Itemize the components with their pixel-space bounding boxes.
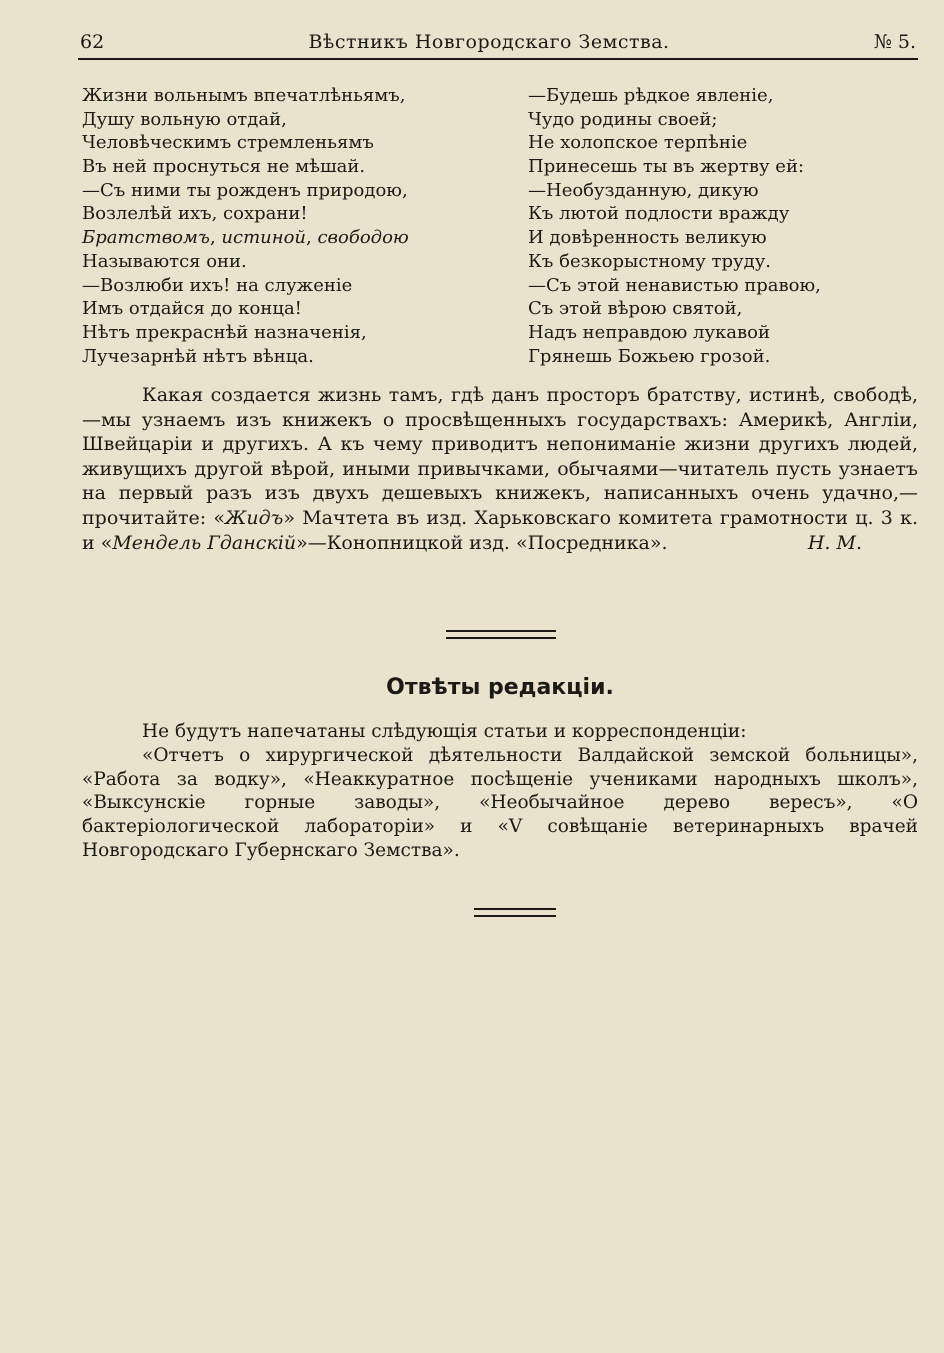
poem-right-column — [528, 84, 821, 368]
poem-line: Лучезарнѣй нѣтъ вѣнца. — [82, 345, 314, 367]
prose-text: Какая создается жизнь тамъ, гдѣ данъ просторъ братству, истинѣ, свободѣ,—мы узнаемъ изъ книжекъ о просвѣщенныхъ государствахъ: Америкѣ, Англіи, Швейцаріи и другихъ. А къ чему приводитъ непониманіе жизни другихъ людей, живущихъ другой вѣрой, иными привычками, обычаями—читатель пусть узнаетъ на первый разъ изъ двухъ дешевыхъ книжекъ, написанныхъ очень удачно,—прочитайте: « — [82, 384, 918, 529]
poem-line: Надъ неправдою лукавой — [528, 321, 771, 343]
poem-line: —Необузданную, дикую — [528, 179, 759, 201]
poem-left-column — [82, 84, 409, 368]
page-number: 62 — [80, 31, 105, 53]
answers-intro: Не будутъ напечатаны слѣдующія статьи и корреспонденціи: — [142, 721, 747, 742]
separator: , — [209, 227, 222, 249]
poem-line: Нѣтъ прекраснѣй назначенія, — [82, 321, 367, 343]
poem-line: Жизни вольнымъ впечатлѣньямъ, — [82, 85, 406, 106]
poem-line: Не холопское терпѣніе — [528, 132, 748, 154]
answers-body: «Отчетъ о хирургической дѣятельности Валдайской земской больницы», «Работа за водку», «Неаккуратное посѣщеніе учениками народныхъ школъ», «Выксунскіе горные заводы», «Необычайное дерево вересъ», «О бактеріологической лабораторіи» и «V совѣщаніе ветеринарныхъ врачей Новгородскаго Губернскаго Земства». — [82, 744, 918, 861]
poem-line: —Будешь рѣдкое явленіе, — [528, 85, 774, 106]
section-divider — [446, 630, 556, 639]
header-rule — [78, 58, 918, 60]
poem-line: Возлелѣй ихъ, сохрани! — [82, 203, 308, 225]
journal-title: Вѣстникъ Новгородскаго Земства. — [308, 31, 670, 53]
issue-number: № 5. — [873, 31, 916, 53]
poem-line: Имъ отдайся до конца! — [82, 298, 302, 320]
section-title: Отвѣты редакціи. — [386, 675, 614, 700]
poem-line: Въ ней проснуться не мѣшай. — [82, 156, 366, 178]
poem-line: Грянешь Божьею грозой. — [528, 345, 771, 367]
poem-line: Человѣческимъ стремленьямъ — [82, 132, 374, 154]
poem-line: Принесешь ты въ жертву ей: — [528, 156, 805, 178]
poem-line: Къ лютой подлости вражду — [528, 203, 790, 225]
page-header — [80, 26, 916, 58]
book-title: Жидъ — [225, 506, 284, 529]
poem-line: Чудо родины своей; — [528, 108, 718, 130]
prose-text: » Мачтета въ изд. Харьковскаго комитета грамотности ц. 3 к. и « — [82, 506, 918, 554]
editorial-answers — [82, 720, 918, 863]
poem-line: —Возлюби ихъ! на служеніе — [82, 274, 353, 296]
poem-line: Называются они. — [82, 250, 247, 272]
poem-line: Къ безкорыстному труду. — [528, 250, 771, 272]
poem-line-italic — [82, 226, 409, 250]
end-divider — [474, 908, 556, 917]
separator: , — [306, 227, 318, 249]
poem-line: Съ этой вѣрою святой, — [528, 298, 743, 320]
italic-word: свободою — [317, 227, 409, 249]
italic-word: истиной — [221, 227, 307, 249]
poem-line: И довѣренность великую — [528, 227, 767, 249]
book-title: Мендель Гданскій — [112, 531, 297, 554]
prose-text: »—Конопницкой изд. «Посредника». — [296, 531, 668, 554]
poem-line: —Съ этой ненавистью правою, — [528, 274, 821, 296]
poem-line: Душу вольную отдай, — [82, 108, 287, 130]
prose-paragraph — [82, 383, 918, 555]
italic-word: Братствомъ — [82, 227, 210, 249]
signature: Н. М. — [807, 531, 862, 554]
poem-line: —Съ ними ты рожденъ природою, — [82, 179, 408, 201]
